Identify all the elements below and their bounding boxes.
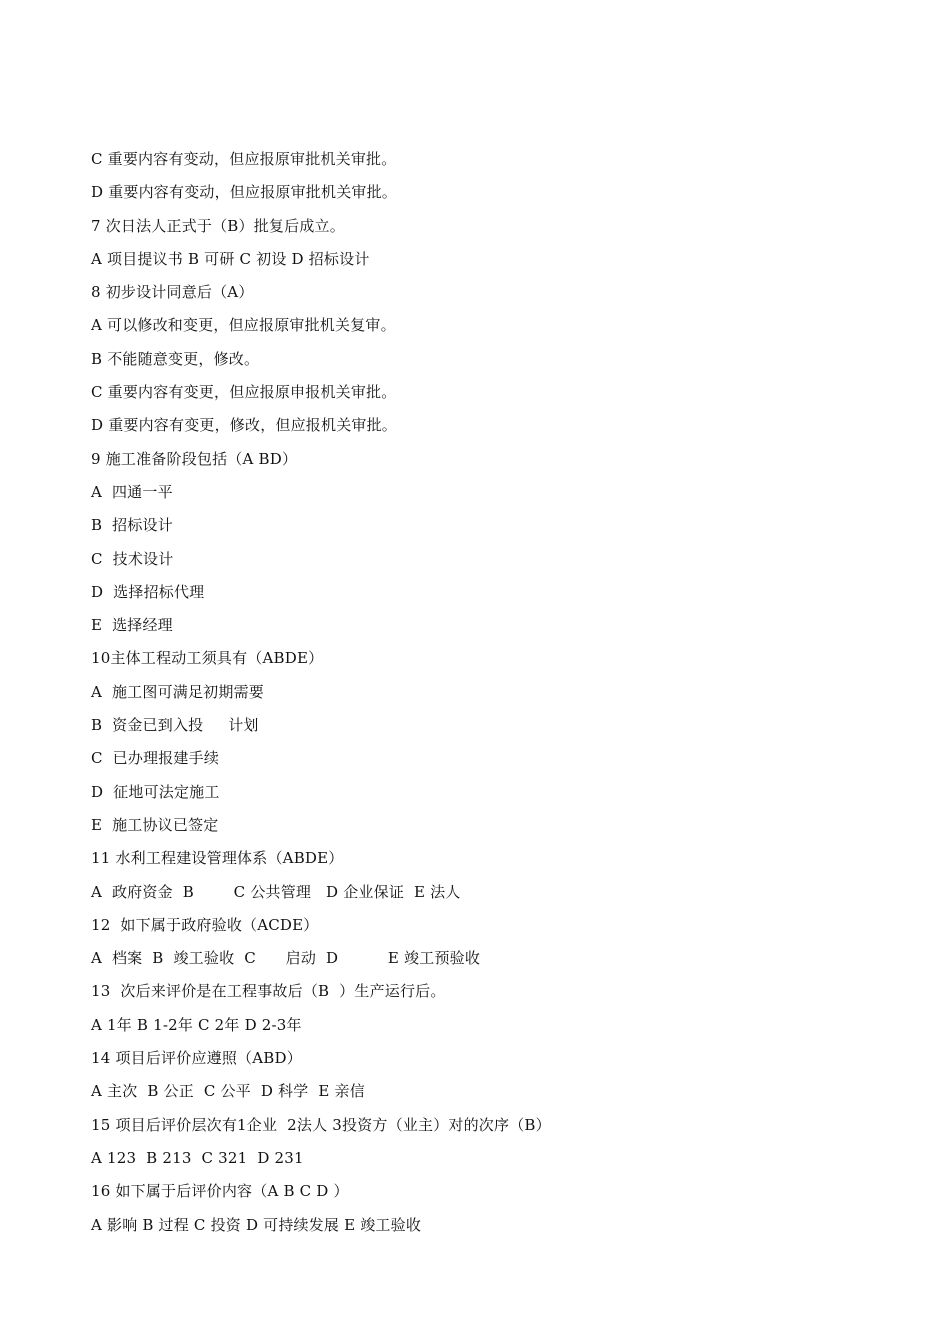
option-9d: D 选择招标代理 [91,582,205,601]
question-11: 11 水利工程建设管理体系（ABDE） [91,849,344,868]
option-9b: B 招标设计 [91,516,173,535]
options-16: A 影响 B 过程 C 投资 D 可持续发展 E 竣工验收 [91,1215,422,1234]
text-line: C 重要内容有变动，但应报原审批机关审批。 [91,150,397,168]
option-8a: A 可以修改和变更，但应报原审批机关复审。 [91,316,396,335]
question-8: 8 初步设计同意后（A） [91,283,254,302]
options-13: A 1年 B 1-2年 C 2年 D 2-3年 [91,1015,302,1034]
question-16: 16 如下属于后评价内容（A B C D ） [91,1182,349,1201]
option-10c: C 已办理报建手续 [91,749,220,768]
question-15: 15 项目后评价层次有1企业 2法人 3投资方（业主）对的次序（B） [91,1115,551,1134]
option-10b: B 资金已到入投 计划 [91,716,259,735]
options-14: A 主次 B 公正 C 公平 D 科学 E 亲信 [91,1082,365,1101]
options-15: A 123 B 213 C 321 D 231 [91,1148,304,1167]
question-10: 10主体工程动工须具有（ABDE） [91,649,324,668]
question-12: 12 如下属于政府验收（ACDE） [91,915,319,934]
option-10e: E 施工协议已签定 [91,815,219,834]
question-7: 7 次日法人正式于（B）批复后成立。 [91,216,345,235]
option-10a: A 施工图可满足初期需要 [91,682,264,701]
document-body [91,146,891,1245]
option-9c: C 技术设计 [91,549,174,568]
option-8d: D 重要内容有变更，修改，但应报机关审批。 [91,416,397,435]
option-8c: C 重要内容有变更，但应报原申报机关审批。 [91,383,397,402]
question-9: 9 施工准备阶段包括（A BD） [91,449,298,468]
text-line: D 重要内容有变动，但应报原审批机关审批。 [91,183,397,202]
options-12: A 档案 B 竣工验收 C 启动 D E 竣工预验收 [91,949,481,968]
options-7: A 项目提议书 B 可研 C 初设 D 招标设计 [91,249,370,268]
option-9a: A 四通一平 [91,482,173,501]
option-9e: E 选择经理 [91,616,173,635]
option-8b: B 不能随意变更，修改。 [91,349,260,368]
question-14: 14 项目后评价应遵照（ABD） [91,1049,302,1068]
options-11: A 政府资金 B C 公共管理 D 企业保证 E 法人 [91,882,461,901]
option-10d: D 征地可法定施工 [91,782,220,801]
question-13: 13 次后来评价是在工程事故后（B ）生产运行后。 [91,982,446,1001]
